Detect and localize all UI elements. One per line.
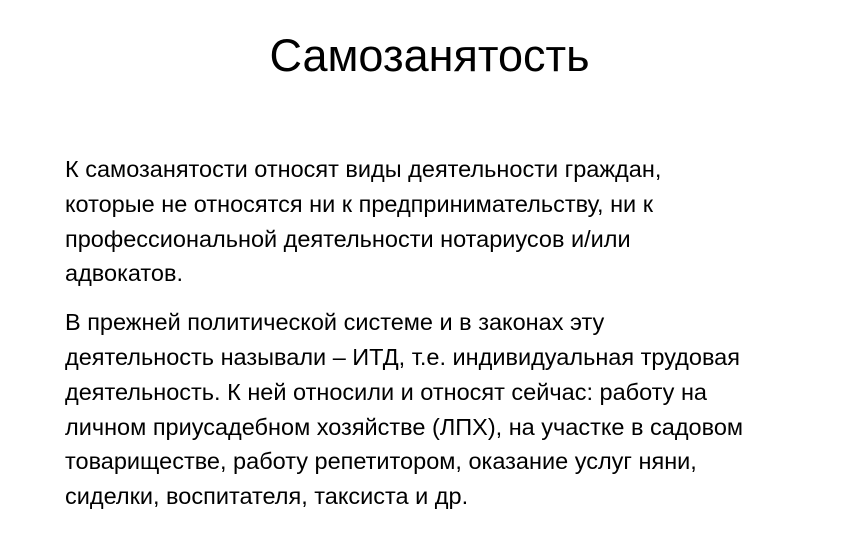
paragraph-line: деятельность называли – ИТД, т.е. индивидуальная трудовая — [65, 343, 740, 370]
paragraph-line: профессиональной деятельности нотариусов и/или — [65, 225, 631, 252]
paragraph-1 — [32, 152, 832, 291]
slide-title: Самозанятость — [269, 30, 590, 81]
slide-body — [32, 152, 832, 528]
paragraph-line: деятельность. К ней относили и относят сейчас: работу на — [65, 378, 708, 405]
paragraph-line: личном приусадебном хозяйстве (ЛПХ), на участке в садовом — [65, 413, 744, 440]
paragraph-line: адвокатов. — [65, 260, 184, 287]
paragraph-line: товариществе, работу репетитором, оказание услуг няни, — [65, 448, 697, 475]
paragraph-2 — [32, 305, 832, 514]
paragraph-line: сиделки, воспитателя, таксиста и др. — [65, 483, 469, 510]
paragraph-line: К самозанятости относят виды деятельности граждан, — [65, 156, 662, 182]
paragraph-line: В прежней политической системе и в законах эту — [65, 309, 605, 336]
paragraph-line: которые не относятся ни к предпринимательству, ни к — [65, 190, 653, 217]
